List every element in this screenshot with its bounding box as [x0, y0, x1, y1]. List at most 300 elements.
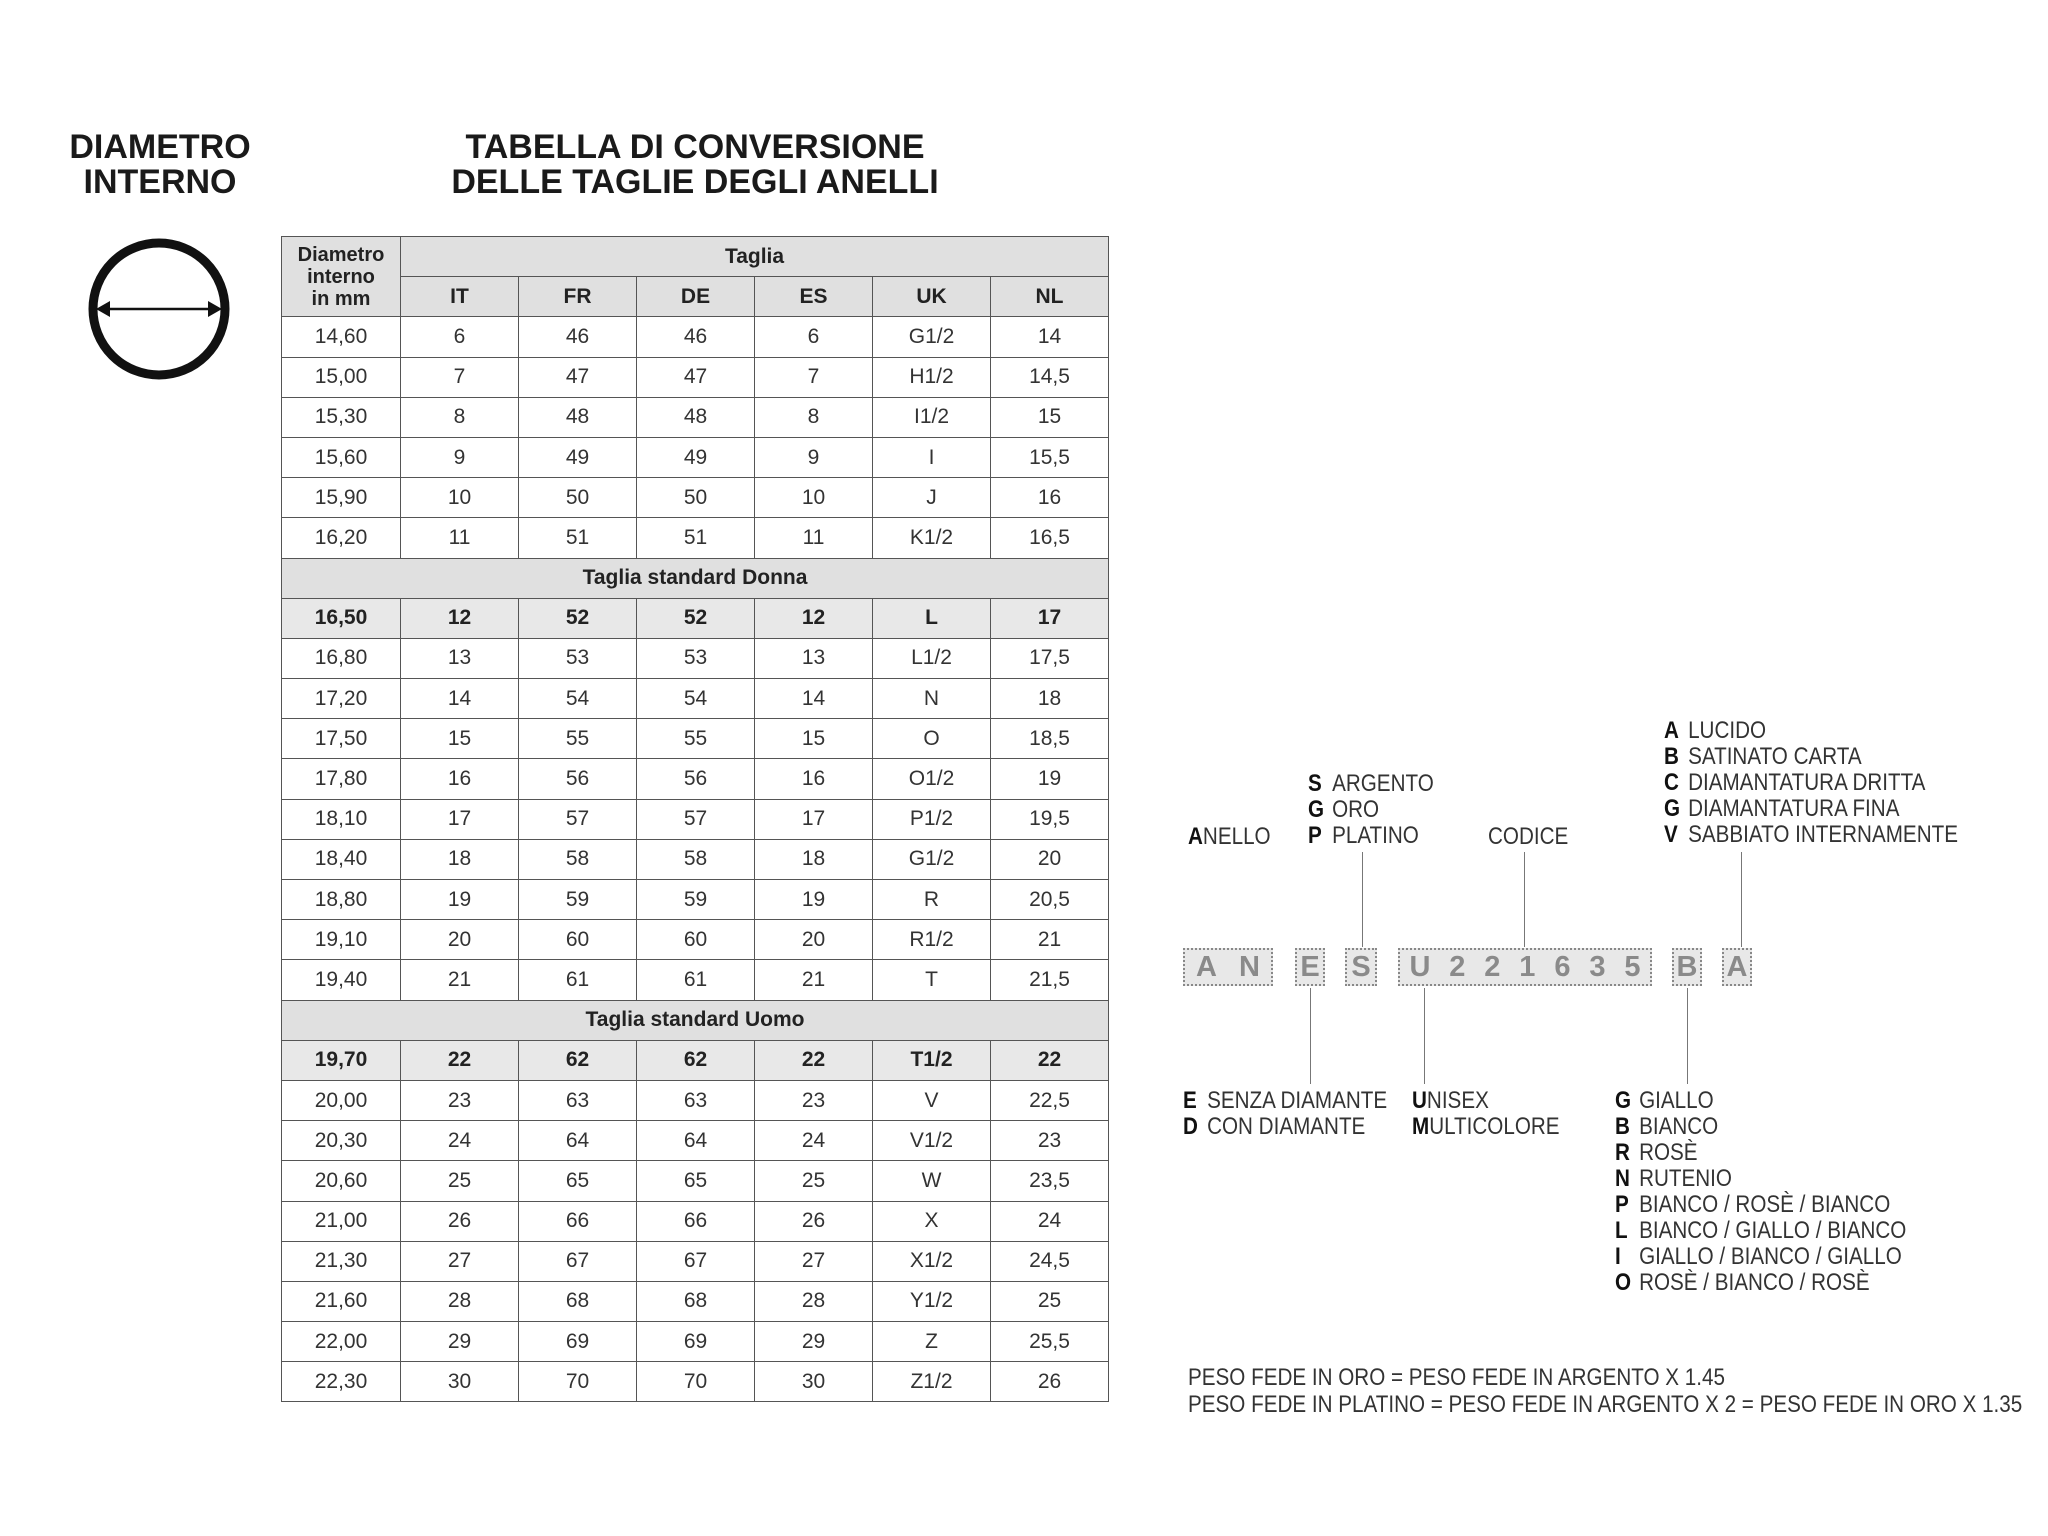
size-cell: 24,5 [991, 1241, 1109, 1281]
size-cell: 51 [637, 518, 755, 558]
column-header-fr: FR [519, 277, 637, 317]
metal-value: ARGENTO [1332, 770, 1434, 797]
standard-size-row [282, 1040, 1109, 1080]
header-line: Diametro [297, 243, 385, 266]
size-cell: 29 [401, 1322, 519, 1362]
size-cell: 67 [519, 1241, 637, 1281]
size-cell: 18 [401, 839, 519, 879]
size-cell: 67 [637, 1241, 755, 1281]
size-cell: N [873, 679, 991, 719]
size-cell: 24 [401, 1121, 519, 1161]
color-value: BIANCO / ROSÈ / BIANCO [1639, 1191, 1891, 1218]
column-header-it: IT [401, 277, 519, 317]
color-key: I [1615, 1243, 1621, 1270]
multicolore-label [1412, 1114, 1560, 1140]
size-cell: 23,5 [991, 1161, 1109, 1201]
diameter-cell: 18,80 [282, 880, 401, 920]
code-char: 3 [1589, 950, 1606, 983]
size-cell: 66 [519, 1201, 637, 1241]
diameter-cell: 21,00 [282, 1201, 401, 1241]
section-row [282, 558, 1109, 598]
size-cell: 56 [637, 759, 755, 799]
diameter-column-header [282, 237, 401, 317]
size-cell: R [873, 880, 991, 920]
code-char: A [1726, 950, 1748, 983]
size-cell: 48 [637, 397, 755, 437]
metal-value: ORO [1332, 796, 1380, 823]
size-cell: 56 [519, 759, 637, 799]
size-cell: 66 [637, 1201, 755, 1241]
size-cell: W [873, 1161, 991, 1201]
code-box-diamond [1295, 948, 1325, 986]
size-cell: P1/2 [873, 799, 991, 839]
size-cell: 27 [755, 1241, 873, 1281]
size-cell: 22,5 [991, 1080, 1109, 1120]
size-cell: V1/2 [873, 1121, 991, 1161]
size-cell: V [873, 1080, 991, 1120]
multicolore-rest: ULTICOLORE [1429, 1113, 1560, 1140]
size-cell: 60 [519, 920, 637, 960]
diameter-cell: 15,00 [282, 357, 401, 397]
code-char: 1 [1519, 950, 1536, 983]
color-key: B [1615, 1113, 1630, 1140]
anello-label [1188, 824, 1271, 850]
size-cell: 58 [637, 839, 755, 879]
color-legend [1615, 1088, 1906, 1296]
code-box-anello [1183, 948, 1273, 986]
size-cell: 68 [519, 1281, 637, 1321]
code-box-metal [1345, 948, 1377, 986]
size-cell: 20,5 [991, 880, 1109, 920]
code-char: A [1196, 950, 1217, 983]
finish-value: SATINATO CARTA [1688, 743, 1862, 770]
diameter-cell: 19,40 [282, 960, 401, 1000]
size-cell: 25 [755, 1161, 873, 1201]
size-cell: H1/2 [873, 357, 991, 397]
size-cell: 68 [637, 1281, 755, 1321]
diamond-key: D [1183, 1113, 1198, 1140]
size-cell: 49 [519, 437, 637, 477]
diameter-cell: 17,80 [282, 759, 401, 799]
table-row [282, 478, 1109, 518]
section-title: Taglia standard Uomo [282, 1000, 1109, 1040]
size-cell: 47 [637, 357, 755, 397]
table-body [282, 317, 1109, 1402]
size-cell: 27 [401, 1241, 519, 1281]
finish-item [1664, 796, 1958, 822]
size-cell: 19 [401, 880, 519, 920]
size-cell: J [873, 478, 991, 518]
size-cell: 20 [991, 839, 1109, 879]
table-row [282, 1080, 1109, 1120]
size-cell: 14,5 [991, 357, 1109, 397]
size-cell: 15 [991, 397, 1109, 437]
size-cell: 69 [519, 1322, 637, 1362]
finish-value: SABBIATO INTERNAMENTE [1688, 821, 1958, 848]
size-cell: 24 [755, 1121, 873, 1161]
size-cell: I [873, 437, 991, 477]
size-cell: K1/2 [873, 518, 991, 558]
code-char: 6 [1554, 950, 1571, 983]
column-header-nl: NL [991, 277, 1109, 317]
size-cell: 54 [637, 679, 755, 719]
color-value: ROSÈ [1639, 1139, 1698, 1166]
table-row [282, 759, 1109, 799]
diamond-connector [1310, 988, 1311, 1084]
size-cell: X1/2 [873, 1241, 991, 1281]
size-cell: 14 [991, 317, 1109, 357]
color-value: BIANCO / GIALLO / BIANCO [1639, 1217, 1907, 1244]
finish-legend [1664, 718, 1958, 848]
code-box-color [1672, 948, 1702, 986]
size-cell: 21 [401, 960, 519, 1000]
size-cell: 10 [401, 478, 519, 518]
finish-value: DIAMANTATURA FINA [1688, 795, 1900, 822]
color-item [1615, 1244, 1906, 1270]
size-cell: 6 [755, 317, 873, 357]
title-line: DELLE TAGLIE DEGLI ANELLI [451, 163, 939, 201]
size-cell: Z1/2 [873, 1362, 991, 1402]
size-cell: 7 [755, 357, 873, 397]
size-cell: 53 [637, 638, 755, 678]
table-row [282, 1121, 1109, 1161]
table-row [282, 1322, 1109, 1362]
anello-rest: NELLO [1202, 823, 1271, 850]
size-cell: 69 [637, 1322, 755, 1362]
country-header-row [282, 277, 1109, 317]
size-cell: 26 [755, 1201, 873, 1241]
code-char: B [1676, 950, 1698, 983]
size-cell: 51 [519, 518, 637, 558]
size-cell: 22 [991, 1040, 1109, 1080]
diameter-cell: 20,00 [282, 1080, 401, 1120]
unisex-label [1412, 1088, 1489, 1114]
size-cell: 25 [991, 1281, 1109, 1321]
color-connector [1687, 988, 1688, 1084]
color-item [1615, 1166, 1906, 1192]
size-cell: 30 [755, 1362, 873, 1402]
code-char: 2 [1484, 950, 1501, 983]
title-line: TABELLA DI CONVERSIONE [465, 128, 925, 166]
taglia-header: Taglia [401, 237, 1109, 277]
finish-key: A [1664, 717, 1679, 744]
table-row [282, 960, 1109, 1000]
size-cell: 17 [755, 799, 873, 839]
table-row [282, 638, 1109, 678]
code-char: 5 [1624, 950, 1641, 983]
size-cell: 57 [519, 799, 637, 839]
size-cell: 8 [755, 397, 873, 437]
diameter-cell: 17,20 [282, 679, 401, 719]
size-cell: 21,5 [991, 960, 1109, 1000]
size-cell: 20 [401, 920, 519, 960]
section-title: Taglia standard Donna [282, 558, 1109, 598]
column-header-de: DE [637, 277, 755, 317]
size-cell: 30 [401, 1362, 519, 1402]
codice-connector [1524, 852, 1525, 947]
diameter-cell: 16,20 [282, 518, 401, 558]
table-row [282, 679, 1109, 719]
size-cell: 19,5 [991, 799, 1109, 839]
code-char: E [1300, 950, 1320, 983]
size-cell: 22 [401, 1040, 519, 1080]
ring-diameter-icon [86, 236, 232, 382]
diameter-cell: 18,40 [282, 839, 401, 879]
table-row [282, 839, 1109, 879]
size-cell: 25 [401, 1161, 519, 1201]
size-cell: 11 [401, 518, 519, 558]
color-item [1615, 1270, 1906, 1296]
page-title [430, 130, 960, 200]
size-cell: 55 [519, 719, 637, 759]
code-char: U [1409, 950, 1431, 983]
finish-key: V [1664, 821, 1678, 848]
table-row [282, 799, 1109, 839]
diameter-cell: 18,10 [282, 799, 401, 839]
size-cell: 70 [519, 1362, 637, 1402]
table-row [282, 1161, 1109, 1201]
size-cell: 25,5 [991, 1322, 1109, 1362]
diameter-cell: 19,10 [282, 920, 401, 960]
size-cell: 59 [637, 880, 755, 920]
diamond-key: E [1183, 1087, 1197, 1114]
diameter-cell: 16,80 [282, 638, 401, 678]
size-cell: 7 [401, 357, 519, 397]
size-cell: 10 [755, 478, 873, 518]
size-cell: T [873, 960, 991, 1000]
diameter-cell: 20,60 [282, 1161, 401, 1201]
color-value: GIALLO / BIANCO / GIALLO [1639, 1243, 1902, 1270]
diamond-item [1183, 1088, 1387, 1114]
title-line: INTERNO [83, 163, 237, 201]
table-row [282, 437, 1109, 477]
size-cell: R1/2 [873, 920, 991, 960]
size-cell: 64 [637, 1121, 755, 1161]
size-cell: 46 [519, 317, 637, 357]
color-item [1615, 1192, 1906, 1218]
size-cell: 19 [991, 759, 1109, 799]
size-cell: 18 [755, 839, 873, 879]
size-cell: G1/2 [873, 839, 991, 879]
section-row [282, 1000, 1109, 1040]
codice-label: CODICE [1488, 823, 1569, 850]
multicolore-initial: M [1412, 1113, 1430, 1140]
color-item [1615, 1218, 1906, 1244]
size-cell: 16,5 [991, 518, 1109, 558]
metal-value: PLATINO [1332, 822, 1419, 849]
size-cell: Z [873, 1322, 991, 1362]
size-cell: 18,5 [991, 719, 1109, 759]
code-box-codice [1398, 948, 1652, 986]
size-cell: T1/2 [873, 1040, 991, 1080]
code-char: S [1351, 950, 1371, 983]
column-header-es: ES [755, 277, 873, 317]
size-cell: I1/2 [873, 397, 991, 437]
header-line: in mm [311, 287, 371, 310]
unisex-connector [1424, 988, 1425, 1084]
size-cell: 17 [991, 598, 1109, 638]
size-cell: 28 [401, 1281, 519, 1321]
color-key: N [1615, 1165, 1630, 1192]
table-row [282, 397, 1109, 437]
metal-legend [1308, 771, 1434, 849]
table-row [282, 317, 1109, 357]
size-conversion-table [281, 236, 1109, 1402]
table-row [282, 1362, 1109, 1402]
size-cell: 16 [401, 759, 519, 799]
size-cell: 16 [991, 478, 1109, 518]
color-key: O [1615, 1269, 1632, 1296]
size-cell: 28 [755, 1281, 873, 1321]
finish-key: B [1664, 743, 1679, 770]
size-cell: 15,5 [991, 437, 1109, 477]
standard-size-row [282, 598, 1109, 638]
diamond-value: SENZA DIAMANTE [1207, 1087, 1388, 1114]
color-value: RUTENIO [1639, 1165, 1732, 1192]
size-cell: 26 [991, 1362, 1109, 1402]
size-cell: 59 [519, 880, 637, 920]
size-cell: 12 [401, 598, 519, 638]
metal-key: G [1308, 796, 1325, 823]
size-cell: L [873, 598, 991, 638]
size-cell: 47 [519, 357, 637, 397]
size-cell: 63 [637, 1080, 755, 1120]
size-cell: G1/2 [873, 317, 991, 357]
size-cell: 46 [637, 317, 755, 357]
code-box-finish [1722, 948, 1752, 986]
table-row [282, 719, 1109, 759]
size-cell: L1/2 [873, 638, 991, 678]
size-cell: 55 [637, 719, 755, 759]
color-value: GIALLO [1639, 1087, 1714, 1114]
code-char: N [1239, 950, 1260, 983]
size-cell: 63 [519, 1080, 637, 1120]
size-cell: 70 [637, 1362, 755, 1402]
size-cell: 61 [519, 960, 637, 1000]
size-cell: 65 [519, 1161, 637, 1201]
size-cell: 62 [519, 1040, 637, 1080]
size-cell: 13 [401, 638, 519, 678]
finish-item [1664, 770, 1958, 796]
color-key: G [1615, 1087, 1632, 1114]
size-cell: 20 [755, 920, 873, 960]
diameter-cell: 17,50 [282, 719, 401, 759]
table-row [282, 518, 1109, 558]
size-cell: 9 [401, 437, 519, 477]
metal-item [1308, 823, 1434, 849]
size-cell: 57 [637, 799, 755, 839]
size-cell: 21 [991, 920, 1109, 960]
diameter-cell: 15,60 [282, 437, 401, 477]
size-cell: 49 [637, 437, 755, 477]
size-cell: 52 [519, 598, 637, 638]
size-cell: 14 [401, 679, 519, 719]
size-cell: 65 [637, 1161, 755, 1201]
size-cell: 12 [755, 598, 873, 638]
diameter-cell: 22,30 [282, 1362, 401, 1402]
metal-key: S [1308, 770, 1322, 797]
color-item [1615, 1088, 1906, 1114]
diamond-legend [1183, 1088, 1387, 1140]
metal-key: P [1308, 822, 1322, 849]
size-cell: 6 [401, 317, 519, 357]
diameter-cell: 16,50 [282, 598, 401, 638]
size-cell: 19 [755, 880, 873, 920]
size-cell: 24 [991, 1201, 1109, 1241]
size-cell: 11 [755, 518, 873, 558]
table-row [282, 880, 1109, 920]
size-cell: 8 [401, 397, 519, 437]
code-char: 2 [1449, 950, 1466, 983]
table-row [282, 920, 1109, 960]
size-cell: 15 [401, 719, 519, 759]
formula-oro: PESO FEDE IN ORO = PESO FEDE IN ARGENTO X 1.45 [1188, 1364, 1725, 1391]
size-cell: 50 [637, 478, 755, 518]
table-row [282, 1281, 1109, 1321]
color-value: BIANCO [1639, 1113, 1719, 1140]
color-key: P [1615, 1191, 1629, 1218]
size-cell: 23 [755, 1080, 873, 1120]
metal-item [1308, 771, 1434, 797]
size-cell: 17,5 [991, 638, 1109, 678]
size-cell: 62 [637, 1040, 755, 1080]
finish-connector [1741, 852, 1742, 947]
finish-value: DIAMANTATURA DRITTA [1688, 769, 1926, 796]
size-cell: 15 [755, 719, 873, 759]
size-cell: 58 [519, 839, 637, 879]
size-cell: 18 [991, 679, 1109, 719]
unisex-rest: NISEX [1426, 1087, 1489, 1114]
diameter-cell: 15,90 [282, 478, 401, 518]
formula-platino: PESO FEDE IN PLATINO = PESO FEDE IN ARGENTO X 2 = PESO FEDE IN ORO X 1.35 [1188, 1391, 2023, 1418]
color-key: L [1615, 1217, 1628, 1244]
diameter-cell: 19,70 [282, 1040, 401, 1080]
size-cell: 29 [755, 1322, 873, 1362]
anello-initial: A [1188, 823, 1203, 850]
size-cell: X [873, 1201, 991, 1241]
header-line: interno [307, 265, 375, 288]
finish-value: LUCIDO [1688, 717, 1767, 744]
size-cell: O1/2 [873, 759, 991, 799]
diamond-value: CON DIAMANTE [1207, 1113, 1366, 1140]
table-row [282, 1201, 1109, 1241]
title-line: DIAMETRO [69, 128, 251, 166]
metal-item [1308, 797, 1434, 823]
table-row [282, 1241, 1109, 1281]
table-row [282, 357, 1109, 397]
size-cell: 9 [755, 437, 873, 477]
size-cell: 53 [519, 638, 637, 678]
size-cell: O [873, 719, 991, 759]
size-cell: 48 [519, 397, 637, 437]
size-cell: 21 [755, 960, 873, 1000]
table-header-row [282, 237, 1109, 277]
size-cell: 50 [519, 478, 637, 518]
diameter-cell: 20,30 [282, 1121, 401, 1161]
size-cell: 26 [401, 1201, 519, 1241]
color-key: R [1615, 1139, 1630, 1166]
diameter-cell: 22,00 [282, 1322, 401, 1362]
finish-item [1664, 822, 1958, 848]
metal-connector [1362, 852, 1363, 947]
size-cell: 17 [401, 799, 519, 839]
diametro-interno-title [40, 130, 280, 200]
size-cell: 60 [637, 920, 755, 960]
color-item [1615, 1114, 1906, 1140]
size-cell: 64 [519, 1121, 637, 1161]
diameter-cell: 21,30 [282, 1241, 401, 1281]
column-header-uk: UK [873, 277, 991, 317]
